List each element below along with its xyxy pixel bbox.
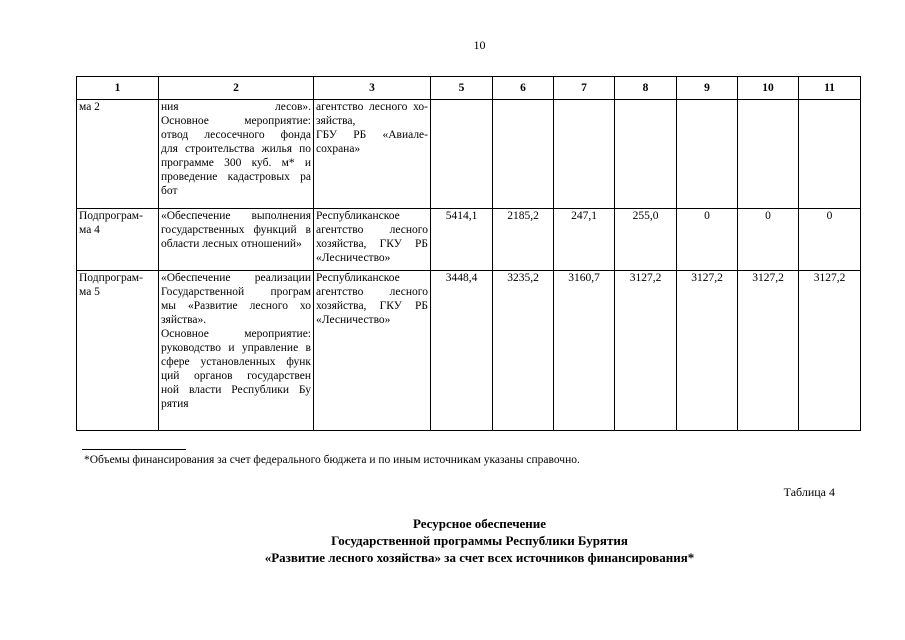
- event-line: программе 300 куб. м* и: [161, 157, 311, 169]
- value-cell: 0: [799, 209, 861, 271]
- event-cell: [159, 209, 314, 271]
- event-line: ния лесов».: [161, 101, 311, 113]
- column-header: 11: [799, 77, 861, 100]
- column-header: 3: [314, 77, 431, 100]
- table-row: [77, 271, 861, 431]
- executor-line: зяйства,: [316, 115, 356, 127]
- value-cell: 3127,2: [677, 271, 738, 431]
- column-header: 8: [615, 77, 677, 100]
- event-line: для строительства жилья по: [161, 143, 311, 155]
- column-header: 7: [554, 77, 615, 100]
- financing-table: [76, 76, 861, 431]
- event-line: области лесных отношений»: [161, 238, 302, 250]
- program-line: ма 5: [79, 286, 100, 298]
- executor-line: ГБУ РБ «Авиале-: [316, 129, 428, 141]
- footnote-separator: [82, 449, 186, 450]
- program-cell: [77, 271, 159, 431]
- value-cell: 0: [677, 209, 738, 271]
- column-header: 10: [738, 77, 799, 100]
- value-cell: [738, 100, 799, 209]
- table-row: [77, 100, 861, 209]
- event-line: зяйства».: [161, 314, 207, 326]
- table-body: [77, 100, 861, 431]
- event-line: рятия: [161, 398, 189, 410]
- event-line: сфере установленных функ: [161, 356, 311, 368]
- program-line: Подпрограм-: [79, 210, 143, 222]
- event-line: руководство и управление в: [161, 342, 311, 354]
- column-header: 2: [159, 77, 314, 100]
- executor-cell: [314, 209, 431, 271]
- event-line: «Обеспечение реализации: [161, 272, 311, 284]
- event-line: Государственной програм: [161, 286, 311, 298]
- column-header: 6: [493, 77, 554, 100]
- executor-line: Республиканское: [316, 210, 400, 222]
- event-line: «Обеспечение выполнения: [161, 210, 311, 222]
- program-cell: [77, 209, 159, 271]
- heading-line-2: Государственной программы Республики Бурятия: [331, 533, 628, 548]
- value-cell: 3448,4: [431, 271, 493, 431]
- executor-line: агентство лесного хо-: [316, 101, 428, 113]
- heading-line-3: «Развитие лесного хозяйства» за счет всех источников финансирования*: [264, 550, 695, 565]
- value-cell: 255,0: [615, 209, 677, 271]
- value-cell: [799, 100, 861, 209]
- value-cell: 3160,7: [554, 271, 615, 431]
- event-line: отвод лесосечного фонда: [161, 129, 311, 141]
- value-cell: 3127,2: [615, 271, 677, 431]
- value-cell: 3235,2: [493, 271, 554, 431]
- value-cell: [431, 100, 493, 209]
- event-cell: [159, 100, 314, 209]
- heading-line-1: Ресурсное обеспечение: [412, 516, 547, 531]
- value-cell: [677, 100, 738, 209]
- value-cell: 3127,2: [738, 271, 799, 431]
- executor-line: агентство лесного: [316, 224, 428, 236]
- value-cell: [554, 100, 615, 209]
- program-line: ма 4: [79, 224, 100, 236]
- event-line: государственных функций в: [161, 224, 311, 236]
- column-header: 5: [431, 77, 493, 100]
- executor-line: Республиканское: [316, 272, 400, 284]
- executor-line: агентство лесного: [316, 286, 428, 298]
- footnote: *Объемы финансирования за счет федерального бюджета и по иным источникам указаны справочно.: [84, 454, 580, 466]
- event-line: проведение кадастровых ра: [161, 171, 311, 183]
- event-line: ций органов государствен: [161, 370, 311, 382]
- table-row: [77, 209, 861, 271]
- program-line: ма 2: [79, 101, 100, 113]
- event-line: Основное мероприятие:: [161, 115, 311, 127]
- value-cell: [493, 100, 554, 209]
- column-header: 1: [77, 77, 159, 100]
- page-number: 10: [473, 38, 486, 52]
- executor-line: хозяйства, ГКУ РБ: [316, 300, 428, 312]
- executor-cell: [314, 100, 431, 209]
- executor-cell: [314, 271, 431, 431]
- value-cell: 5414,1: [431, 209, 493, 271]
- value-cell: 0: [738, 209, 799, 271]
- program-line: Подпрограм-: [79, 272, 143, 284]
- column-header: 9: [677, 77, 738, 100]
- value-cell: 3127,2: [799, 271, 861, 431]
- table-label: Таблица 4: [783, 485, 835, 499]
- executor-line: хозяйства, ГКУ РБ: [316, 238, 428, 250]
- program-cell: [77, 100, 159, 209]
- executor-line: «Лесничество»: [316, 252, 391, 264]
- event-line: мы «Развитие лесного хо: [161, 300, 311, 312]
- event-line: Основное мероприятие:: [161, 328, 311, 340]
- value-cell: 2185,2: [493, 209, 554, 271]
- event-line: ной власти Республики Бу: [161, 384, 311, 396]
- value-cell: [615, 100, 677, 209]
- executor-line: «Лесничество»: [316, 314, 391, 326]
- executor-line: сохрана»: [316, 143, 361, 155]
- value-cell: 247,1: [554, 209, 615, 271]
- header-row: [77, 77, 861, 100]
- event-cell: [159, 271, 314, 431]
- event-line: бот: [161, 185, 178, 197]
